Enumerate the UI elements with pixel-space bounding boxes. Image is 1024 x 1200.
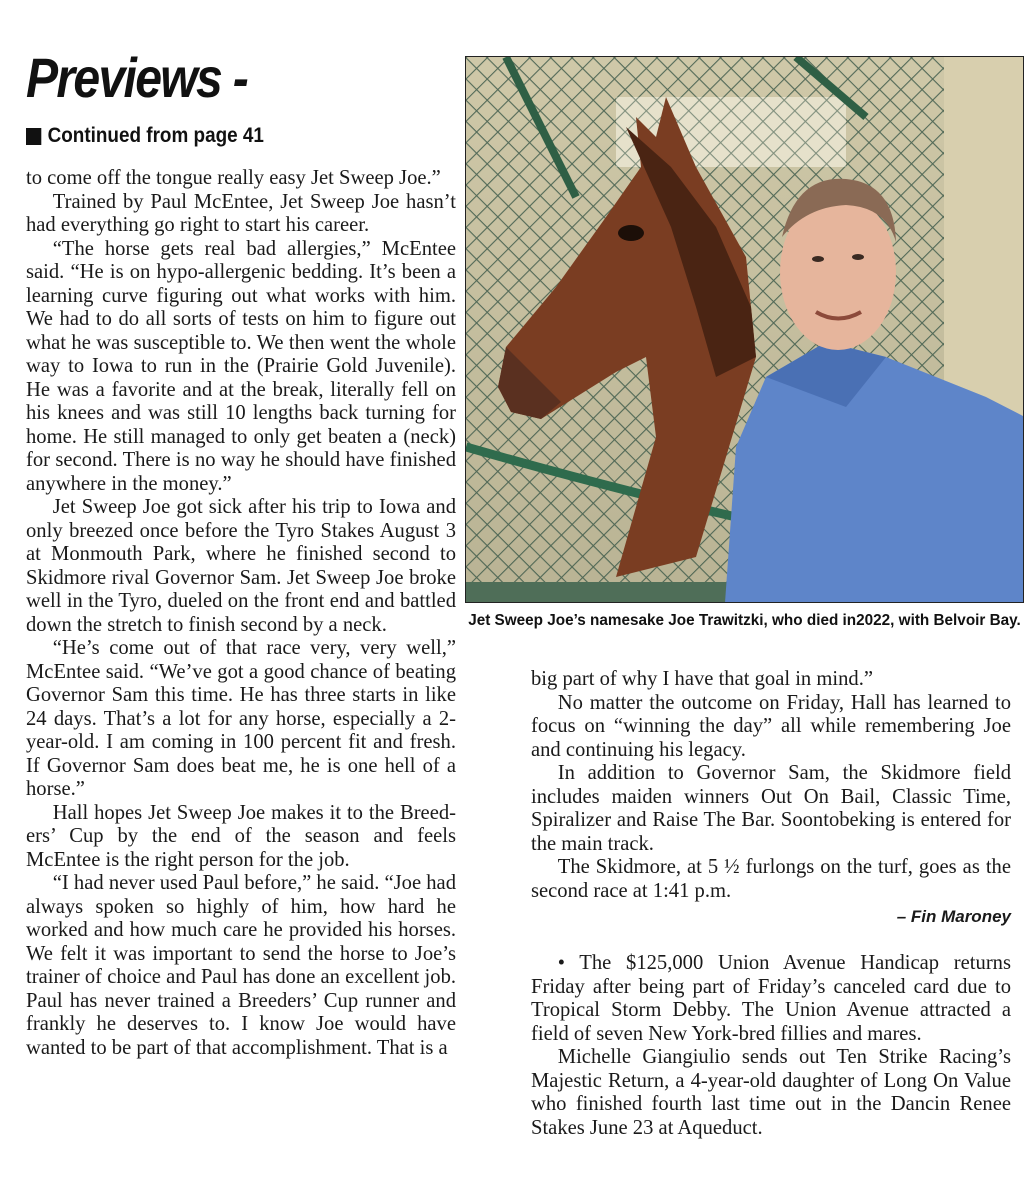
article-paragraph: • The $125,000 Union Avenue Handicap returns Friday after being part of Friday’s canceled card due to Tropical Storm Debby. The Union Avenue attracted a field of seven New York-bred fillies and mares. xyxy=(531,952,1011,1045)
article-paragraph: “I had never used Paul before,” he said. “Joe had always spoken so highly of him, how hard he worked and how much care he provided his horses. We felt it was important to send the horse to Joe’s trainer of choice and Paul has done an excellent job. Paul has never trained a Breeders’ Cup runner and frankly he deserves to. I know Joe would have wanted to be part of that accomplishment. That is a xyxy=(26,872,457,1059)
article-paragraph: No matter the outcome on Friday, Hall has learned to focus on “winning the day” all while remembering Joe and continuing his legacy. xyxy=(531,691,1011,761)
article-column-left xyxy=(26,167,456,1060)
article-paragraph: Jet Sweep Joe got sick after his trip to Iowa and only breezed once before the Tyro Stakes August 3 at Monmouth Park, where he finished second to Skidmore rival Governor Sam. Jet Sweep Joe broke well in the Tyro, dueled on the front end and battled down the stretch to finish second by a neck. xyxy=(26,496,456,636)
continued-from-text: Continued from page 41 xyxy=(47,124,264,147)
article-paragraph: big part of why I have that goal in mind.” xyxy=(531,668,873,690)
continued-from-label xyxy=(26,124,264,148)
article-paragraph: In addition to Governor Sam, the Skidmore field includes maiden winners Out On Bail, Classic Time, Spiralizer and Raise The Bar. Soontobeking is entered for the main track. xyxy=(531,762,1011,855)
article-paragraph: Trained by Paul McEntee, Jet Sweep Joe hasn’t had everything go right to start his career. xyxy=(26,190,456,236)
square-bullet-icon xyxy=(26,128,41,145)
article-paragraph: “He’s come out of that race very, very well,” McEntee said. “We’ve got a good chance of beating Governor Sam this time. He has three starts in like 24 days. That’s a lot for any horse, especially a 2-year-old. I am coming in 100 percent fit and fresh. If Governor Sam does beat me, he is one hell of a horse.” xyxy=(26,637,456,800)
article-paragraph: to come off the tongue really easy Jet Sweep Joe.” xyxy=(26,167,441,189)
article-paragraph: The Skidmore, at 5 ½ furlongs on the turf, goes as the second race at 1:41 p.m. xyxy=(531,856,1011,902)
article-column-right xyxy=(531,668,1011,1140)
article-paragraph: Hall hopes Jet Sweep Joe makes it to the Breeders’ Cup by the end of the season and feels McEntee is the right person for the job. xyxy=(26,801,456,871)
article-paragraph: Michelle Giangiulio sends out Ten Strike Racing’s Majestic Return, a 4-year-old daughter of Long On Value who finished fourth last time out in the Dancin Renee Stakes June 23 at Aqueduct. xyxy=(531,1046,1011,1139)
photo-caption: Jet Sweep Joe’s namesake Joe Trawitzki, who died in2022, with Belvoir Bay. xyxy=(468,612,1021,629)
article-paragraph: “The horse gets real bad allergies,” McEntee said. “He is on hypo-allergenic bedding. It’s been a learning curve figuring out what works with him. We had to do all sorts of tests on him to figure out what he was susceptible to. We then went the whole way to Iowa to run in the (Prairie Gold Juvenile). He was a favorite and at the break, literally fell on his knees and was still 10 lengths back turning for home. He still managed to only get beaten a (neck) for second. There is no way he should have finished anywhere in the money.” xyxy=(26,237,456,495)
horse-and-man-photo-icon xyxy=(466,57,1024,603)
section-headline: Previews - xyxy=(26,46,248,109)
author-byline: – Fin Maroney xyxy=(896,907,1011,926)
article-photo xyxy=(465,56,1024,603)
